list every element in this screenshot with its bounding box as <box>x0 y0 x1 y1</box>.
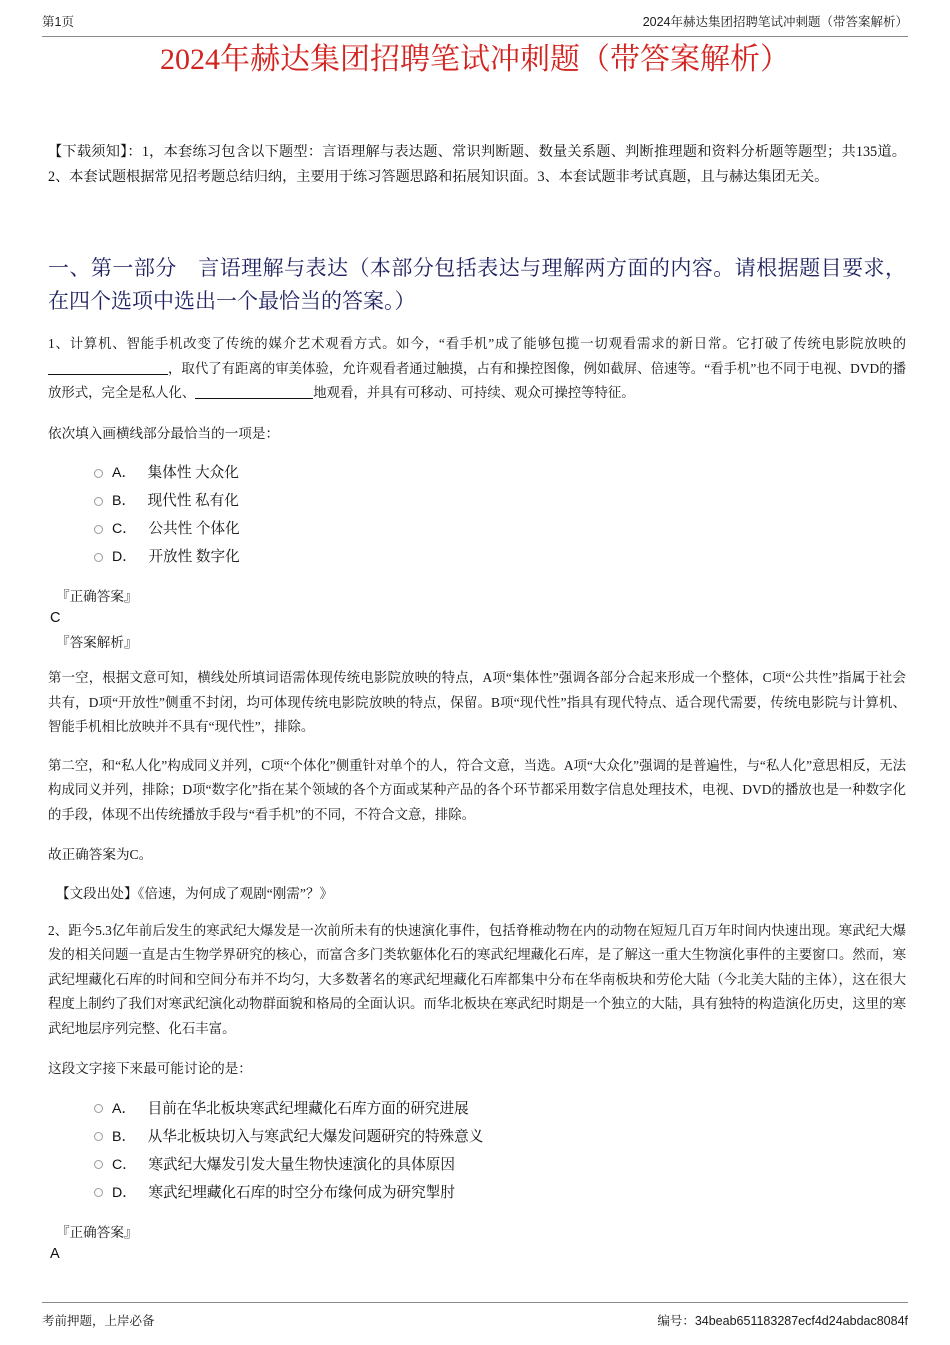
option-letter: D． <box>112 549 137 566</box>
radio-icon[interactable] <box>94 1104 103 1113</box>
question-1-options <box>94 459 906 571</box>
option-text: 现代性 私有化 <box>147 493 239 510</box>
question-2-options <box>94 1095 906 1207</box>
question-1-option-a[interactable] <box>94 459 906 487</box>
option-text: 寒武纪埋藏化石库的时空分布缘何成为研究掣肘 <box>148 1184 455 1201</box>
radio-icon[interactable] <box>94 553 103 562</box>
question-1-stem-part3: 地观看，并具有可移动、可持续、观众可操控等特征。 <box>313 385 635 400</box>
option-letter: C． <box>112 521 137 538</box>
question-2-option-d[interactable] <box>94 1179 906 1207</box>
footer-serial-label: 编号： <box>657 1314 695 1328</box>
radio-icon[interactable] <box>94 1160 103 1169</box>
question-1-option-d[interactable] <box>94 543 906 571</box>
question-2-answer-label: 『正确答案』 <box>56 1224 138 1240</box>
running-header-title: 2024年赫达集团招聘笔试冲刺题（带答案解析） <box>642 15 908 29</box>
question-1-answer-label: 『正确答案』 <box>56 589 138 605</box>
question-1-conclusion: 故正确答案为C。 <box>48 847 153 863</box>
footer-slogan: 考前押题，上岸必备 <box>42 1314 155 1328</box>
option-text: 集体性 大众化 <box>147 465 239 482</box>
question-1-blank-1 <box>48 360 168 375</box>
option-letter: C． <box>112 1156 137 1173</box>
question-1-stem <box>48 332 906 406</box>
question-2-option-c[interactable] <box>94 1151 906 1179</box>
question-1-option-c[interactable] <box>94 515 906 543</box>
question-1-option-b[interactable] <box>94 487 906 515</box>
question-1 <box>48 332 906 905</box>
radio-icon[interactable] <box>94 469 103 478</box>
question-2-option-a[interactable] <box>94 1095 906 1123</box>
footer-serial-value: 34beab651183287ecf4d24abdac8084f <box>694 1314 908 1328</box>
option-letter: B． <box>112 493 136 510</box>
question-1-source: 【文段出处】《倍速，为何成了观剧“刚需”？》 <box>56 886 334 902</box>
running-footer <box>42 1302 908 1331</box>
question-1-stem-part2: ，取代了有距离的审美体验，允许观看者通过触摸，占有和操控图像，例如截屏、倍速等。“看手机”也不同于电视、DVD的播放形式，完全是私人化、 <box>48 360 906 400</box>
option-letter: B． <box>112 1128 136 1145</box>
option-text: 寒武纪大爆发引发大量生物快速演化的具体原因 <box>148 1156 455 1173</box>
document-body <box>48 140 906 1265</box>
option-letter: A． <box>112 1100 136 1117</box>
download-notice: 【下载须知】：1，本套练习包含以下题型：言语理解与表达题、常识判断题、数量关系题、判断推理题和资料分析题等题型；共135道。2、本套试题根据常见招考题总结归纳，主要用于练习答题思路和拓展知识面。3、本套试题非考试真题，且与赫达集团无关。 <box>48 144 906 185</box>
question-2-answer: A <box>50 1245 60 1262</box>
question-1-stem-part1: 1、计算机、智能手机改变了传统的媒介艺术观看方式。如今，“看手机”成了能够包揽一切观看需求的新日常。它打破了传统电影院放映的 <box>48 336 906 351</box>
section-heading: 一、第一部分 言语理解与表达（本部分包括表达与理解两方面的内容。请根据题目要求，在四个选项中选出一个最恰当的答案。） <box>48 256 906 313</box>
option-letter: A． <box>112 465 136 482</box>
option-text: 开放性 数字化 <box>148 549 240 566</box>
radio-icon[interactable] <box>94 497 103 506</box>
option-text: 公共性 个体化 <box>148 521 240 538</box>
question-1-answer: C <box>50 610 61 627</box>
question-1-blank-2 <box>195 384 313 399</box>
question-2-option-b[interactable] <box>94 1123 906 1151</box>
option-text: 目前在华北板块寒武纪埋藏化石库方面的研究进展 <box>147 1100 469 1117</box>
option-text: 从华北板块切入与寒武纪大爆发问题研究的特殊意义 <box>147 1128 484 1145</box>
running-header <box>42 14 908 37</box>
radio-icon[interactable] <box>94 1132 103 1141</box>
question-1-analysis-paragraph-2: 第二空，和“私人化”构成同义并列，C项“个体化”侧重针对单个的人，符合文意，当选。A项“大众化”强调的是普遍性，与“私人化”意思相反，无法构成同义并列，排除；D项“数字化”指在某个领域的各个方面或某种产品的各个环节都采用数字信息处理技术，电视、DVD的播放也是一种数字化的手段，体现不出传统播放手段与“看手机”的不同，不符合文意，排除。 <box>48 757 906 822</box>
question-2 <box>48 919 906 1265</box>
document-title: 2024年赫达集团招聘笔试冲刺题（带答案解析） <box>160 43 790 76</box>
question-1-analysis-paragraph-1: 第一空，根据文意可知，横线处所填词语需体现传统电影院放映的特点，A项“集体性”强调各部分合起来形成一个整体，C项“公共性”指属于社会共有，D项“开放性”侧重不封闭，均可体现传统电影院放映的特点，保留。B项“现代性”指具有现代特点、适合现代需要，传统电影院与计算机、智能手机相比放映并不具有“现代性”，排除。 <box>48 670 906 735</box>
option-letter: D． <box>112 1184 137 1201</box>
question-1-prompt: 依次填入画横线部分最恰当的一项是： <box>48 425 280 441</box>
question-2-stem: 2、距今5.3亿年前后发生的寒武纪大爆发是一次前所未有的快速演化事件，包括脊椎动物在内的动物在短短几百万年时间内快速出现。寒武纪大爆发的相关问题一直是古生物学界研究的核心，而富含多门类软躯体化石的寒武纪埋藏化石库，是了解这一重大生物演化事件的主要窗口。然而，寒武纪埋藏化石库的时间和空间分布并不均匀，大多数著名的寒武纪埋藏化石库都集中分布在华南板块和劳伦大陆（今北美大陆的主体），这在很大程度上制约了我们对寒武纪演化动物群面貌和格局的全面认识。而华北板块在寒武纪时期是一个独立的大陆，具有独特的构造演化历史，这里的寒武纪地层序列完整、化石丰富。 <box>48 922 906 1036</box>
question-2-prompt: 这段文字接下来最可能讨论的是： <box>48 1061 252 1077</box>
footer-serial <box>657 1311 908 1331</box>
question-1-analysis-label: 『答案解析』 <box>56 635 138 651</box>
radio-icon[interactable] <box>94 1188 103 1197</box>
radio-icon[interactable] <box>94 525 103 534</box>
page-number-label: 第1页 <box>42 15 74 29</box>
